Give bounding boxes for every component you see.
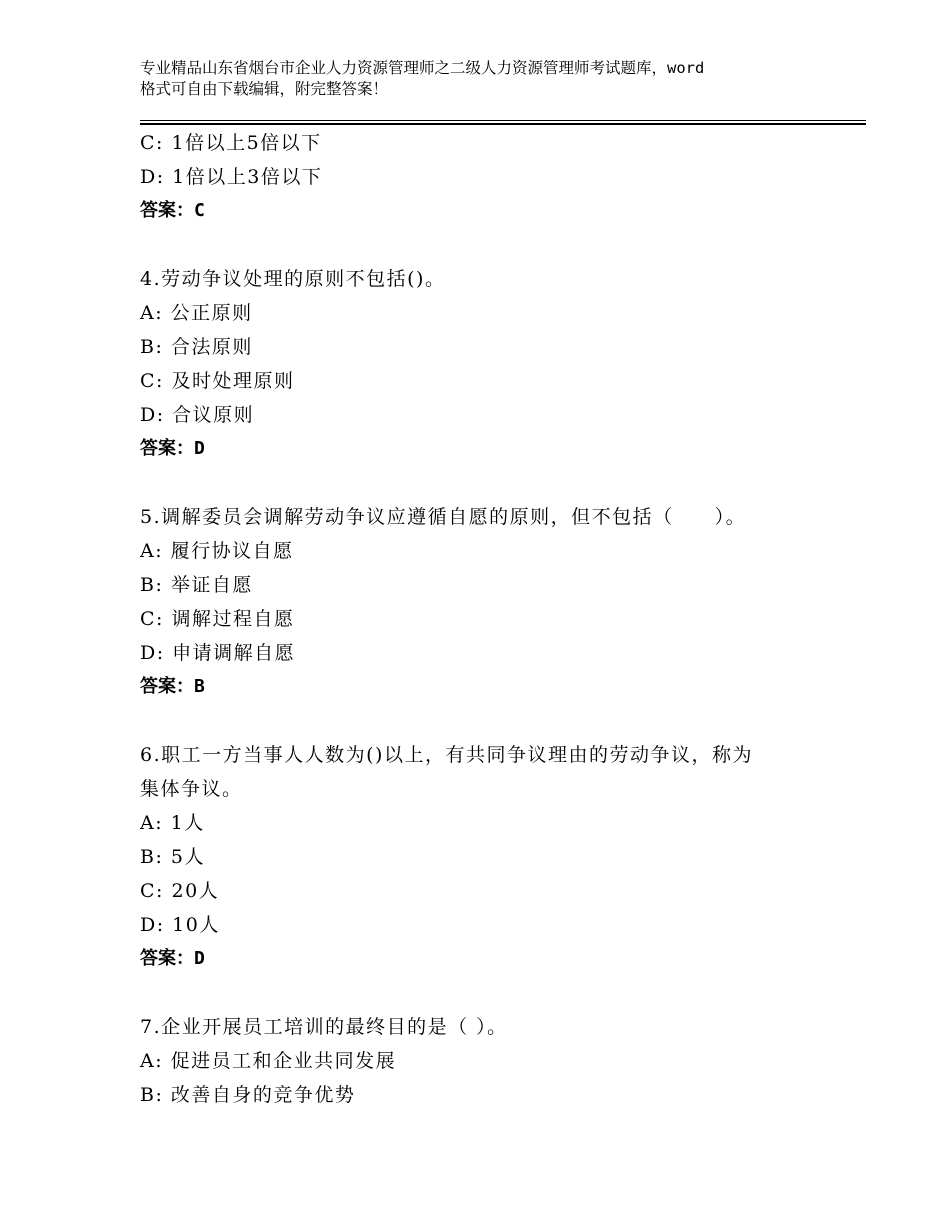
document-header [140, 58, 840, 100]
option-c: C: 调解过程自愿 [140, 608, 295, 630]
option-c: C: 20人 [140, 880, 220, 902]
option-a: A: 履行协议自愿 [140, 540, 294, 562]
question-5 [140, 500, 860, 704]
option-a: A: 1人 [140, 812, 205, 834]
option-b: B: 举证自愿 [140, 574, 253, 596]
option-b: B: 改善自身的竞争优势 [140, 1084, 356, 1106]
answer-line: 答案：D [140, 438, 205, 459]
question-stem: 5.调解委员会调解劳动争议应遵循自愿的原则，但不包括（ ）。 [140, 506, 747, 528]
spacer [140, 976, 860, 1010]
option-d: D: 合议原则 [140, 404, 255, 426]
question-stem: 7.企业开展员工培训的最终目的是（ ）。 [140, 1016, 508, 1038]
question-stem-line-1: 6.职工一方当事人人数为()以上，有共同争议理由的劳动争议，称为 [140, 744, 753, 766]
answer-line: 答案：B [140, 676, 205, 697]
question-list [140, 126, 860, 1112]
header-divider-thick [140, 123, 866, 125]
answer-line: 答案：C [140, 200, 205, 221]
spacer [140, 466, 860, 500]
question-stem-line-2: 集体争议。 [140, 778, 243, 800]
option-a: A: 促进员工和企业共同发展 [140, 1050, 397, 1072]
option-c: C: 及时处理原则 [140, 370, 295, 392]
option-a: A: 公正原则 [140, 302, 253, 324]
option-b: B: 5人 [140, 846, 205, 868]
question-6 [140, 738, 860, 976]
spacer [140, 228, 860, 262]
header-divider-thin [140, 120, 866, 121]
spacer [140, 704, 860, 738]
question-3-tail [140, 126, 860, 228]
question-7 [140, 1010, 860, 1112]
answer-line: 答案：D [140, 948, 205, 969]
header-line-1: 专业精品山东省烟台市企业人力资源管理师之二级人力资源管理师考试题库，word [140, 59, 705, 77]
option-d: D: 1倍以上3倍以下 [140, 166, 323, 188]
option-c: C: 1倍以上5倍以下 [140, 132, 322, 154]
header-line-2: 格式可自由下载编辑，附完整答案！ [140, 80, 389, 98]
option-d: D: 申请调解自愿 [140, 642, 296, 664]
question-4 [140, 262, 860, 466]
option-d: D: 10人 [140, 914, 220, 936]
question-stem: 4.劳动争议处理的原则不包括()。 [140, 268, 446, 290]
option-b: B: 合法原则 [140, 336, 253, 358]
